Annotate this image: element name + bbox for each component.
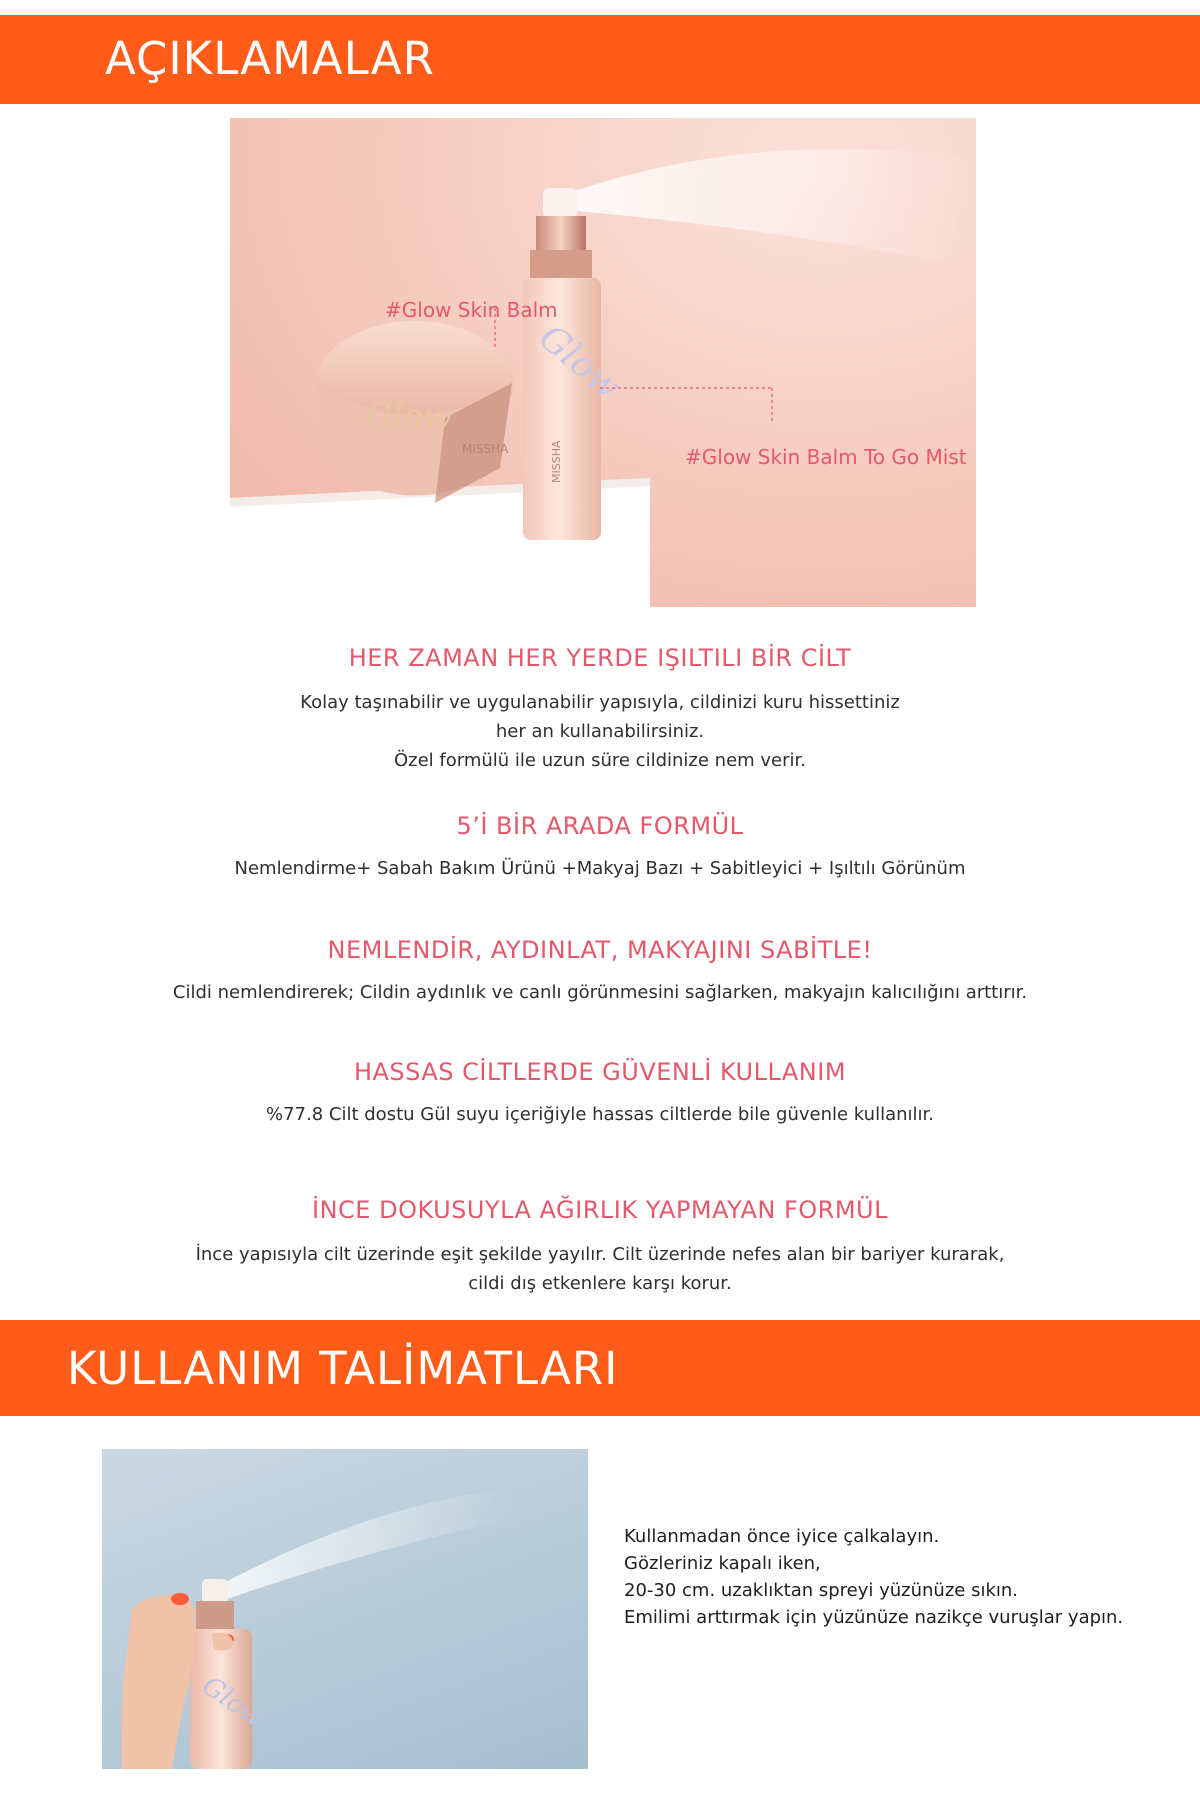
feature-body: [0, 978, 1200, 1007]
hand-spraying-illustration: [102, 1449, 588, 1769]
feature-body: [0, 688, 1200, 775]
feature-title: HER ZAMAN HER YERDE IŞILTILI BİR CİLT: [348, 644, 852, 672]
feature-line: Özel formülü ile uzun süre cildinize nem verir.: [393, 750, 806, 771]
feature-title: 5’İ BİR ARADA FORMÜL: [456, 812, 744, 840]
instruction-line: 20-30 cm. uzaklıktan spreyi yüzünüze sıkın.: [624, 1580, 1019, 1601]
feature-section: [0, 1058, 1200, 1129]
mist-label: #Glow Skin Balm To Go Mist: [685, 445, 967, 469]
svg-text:Glow: Glow: [365, 397, 453, 437]
feature-section: [0, 812, 1200, 883]
usage-photo: [102, 1449, 588, 1769]
svg-text:MISSHA: MISSHA: [550, 440, 563, 483]
feature-line: Kolay taşınabilir ve uygulanabilir yapısıyla, cildinizi kuru hissettiniz: [300, 692, 900, 713]
usage-instructions: [624, 1523, 1184, 1631]
balm-label: #Glow Skin Balm: [385, 298, 558, 322]
instruction-line: Kullanmadan önce iyice çalkalayın.: [624, 1526, 940, 1547]
description-banner: [0, 15, 1200, 104]
instruction-line: Emilimi arttırmak için yüzünüze nazikçe vuruşlar yapın.: [624, 1607, 1124, 1628]
feature-line: cildi dış etkenlere karşı korur.: [468, 1273, 732, 1294]
feature-body: [0, 1100, 1200, 1129]
usage-heading: KULLANIM TALİMATLARI: [67, 1342, 619, 1395]
usage-banner: [0, 1320, 1200, 1416]
mist-spray: [560, 149, 976, 268]
nail: [171, 1593, 189, 1605]
feature-line: %77.8 Cilt dostu Gül suyu içeriğiyle hassas ciltlerde bile güvenle kullanılır.: [266, 1104, 934, 1125]
svg-text:Glow: Glow: [530, 317, 629, 409]
glow-skin-balm-jar: [317, 321, 513, 503]
feature-section: [0, 936, 1200, 1007]
description-heading: AÇIKLAMALAR: [105, 32, 435, 85]
instruction-line: Gözleriniz kapalı iken,: [624, 1553, 821, 1574]
feature-title: İNCE DOKUSUYLA AĞIRLIK YAPMAYAN FORMÜL: [312, 1196, 888, 1224]
feature-line: Cildi nemlendirerek; Cildin aydınlık ve canlı görünmesini sağlarken, makyajın kalıcılığını arttırır.: [172, 982, 1028, 1003]
feature-section: [0, 1196, 1200, 1298]
svg-text:MISSHA: MISSHA: [462, 442, 509, 456]
feature-line: İnce yapısıyla cilt üzerinde eşit şekilde yayılır. Cilt üzerinde nefes alan bir bariyer kurarak,: [195, 1244, 1005, 1265]
feature-body: [0, 854, 1200, 883]
feature-title: NEMLENDİR, AYDINLAT, MAKYAJINI SABİTLE!: [327, 936, 873, 964]
hero-product-image: [230, 118, 976, 607]
product-illustration: [230, 118, 976, 607]
feature-title: HASSAS CİLTLERDE GÜVENLİ KULLANIM: [353, 1058, 847, 1086]
feature-body: [0, 1240, 1200, 1298]
svg-text:Glow: Glow: [196, 1670, 269, 1734]
feature-line: her an kullanabilirsiniz.: [495, 721, 705, 742]
feature-section: [0, 644, 1200, 775]
feature-line: Nemlendirme+ Sabah Bakım Ürünü +Makyaj Bazı + Sabitleyici + Işıltılı Görünüm: [234, 858, 966, 879]
mist-spray: [222, 1489, 512, 1599]
